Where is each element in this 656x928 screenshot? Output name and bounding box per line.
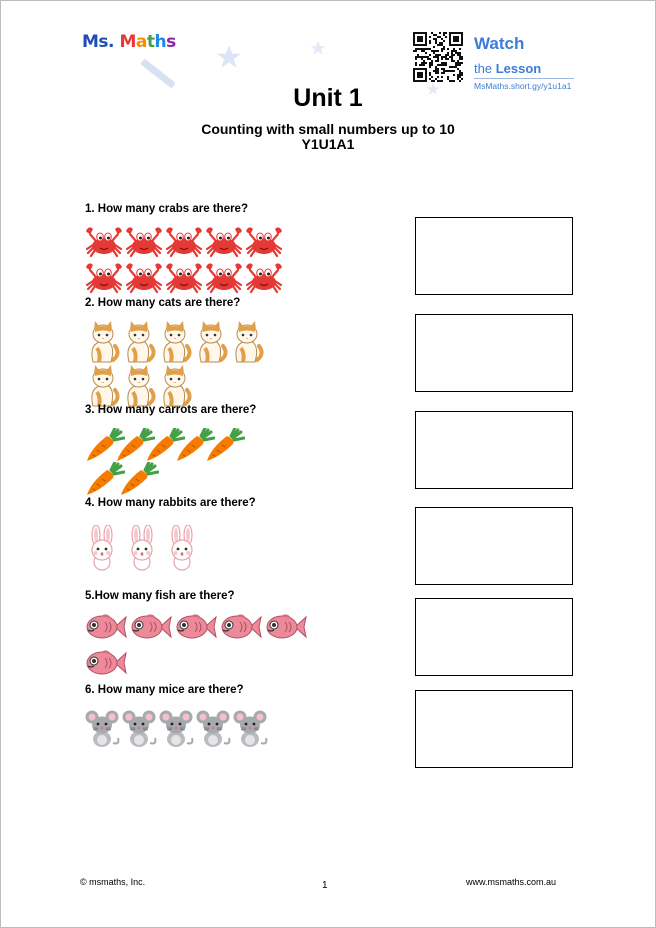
page-subtitle: Counting with small numbers up to 10 — [201, 121, 455, 137]
carrot-icon — [119, 462, 159, 496]
crab-icon — [165, 225, 203, 259]
logo-letter: M — [119, 32, 136, 52]
answer-box-1[interactable] — [415, 217, 573, 295]
page-number: 1 — [322, 880, 328, 891]
cat-icon — [121, 364, 157, 408]
cat-icon — [157, 364, 193, 408]
logo-letter: a — [135, 32, 147, 52]
fish-icon — [175, 612, 217, 642]
crab-icon — [85, 261, 123, 295]
lesson-url-link[interactable]: MsMaths.short.gy/y1u1a1 — [474, 81, 572, 91]
rabbit-icon — [165, 525, 199, 571]
answer-box-3[interactable] — [415, 411, 573, 489]
crab-icon — [205, 225, 243, 259]
answer-box-5[interactable] — [415, 598, 573, 676]
qr-code-icon[interactable] — [413, 32, 463, 82]
logo-letter: s — [166, 32, 176, 52]
mouse-icon — [122, 709, 158, 749]
mouse-icon — [159, 709, 195, 749]
cat-icon — [229, 320, 265, 364]
star-decoration-icon — [216, 44, 242, 70]
worksheet-code: Y1U1A1 — [301, 136, 355, 152]
fish-icon — [265, 612, 307, 642]
mouse-icon — [233, 709, 269, 749]
fish-icon — [85, 612, 127, 642]
mouse-icon — [196, 709, 232, 749]
logo-letter: h — [154, 32, 167, 52]
crab-icon — [245, 225, 283, 259]
page-title: Unit 1 — [293, 84, 363, 112]
question-2-text: 2. How many cats are there? — [85, 297, 241, 309]
cat-icon — [121, 320, 157, 364]
cat-icon — [85, 320, 121, 364]
crab-icon — [205, 261, 243, 295]
footer-copyright: © msmaths, Inc. — [80, 877, 146, 887]
answer-box-6[interactable] — [415, 690, 573, 768]
logo-letter: . — [108, 32, 115, 52]
logo-letter: s — [98, 32, 109, 52]
carrot-icon — [205, 428, 245, 462]
fish-icon — [85, 648, 127, 678]
divider — [474, 78, 574, 79]
logo-letter: M — [82, 32, 99, 52]
question-4-text: 4. How many rabbits are there? — [85, 497, 256, 509]
the-lesson-label[interactable]: the Lesson — [474, 61, 542, 76]
answer-box-2[interactable] — [415, 314, 573, 392]
crab-icon — [125, 225, 163, 259]
mouse-icon — [85, 709, 121, 749]
cat-icon — [85, 364, 121, 408]
answer-box-4[interactable] — [415, 507, 573, 585]
footer-website-link[interactable]: www.msmaths.com.au — [466, 877, 557, 887]
crab-icon — [85, 225, 123, 259]
fish-icon — [130, 612, 172, 642]
crab-icon — [165, 261, 203, 295]
crab-icon — [245, 261, 283, 295]
rabbit-icon — [125, 525, 159, 571]
question-5-text: 5.How many fish are there? — [85, 590, 235, 602]
logo-letter: t — [146, 32, 155, 52]
watch-label[interactable]: Watch — [474, 34, 525, 53]
question-6-text: 6. How many mice are there? — [85, 684, 244, 696]
question-1-text: 1. How many crabs are there? — [85, 203, 248, 215]
fish-icon — [220, 612, 262, 642]
star-decoration-icon — [310, 40, 326, 56]
cat-icon — [157, 320, 193, 364]
cat-icon — [193, 320, 229, 364]
question-3-text: 3. How many carrots are there? — [85, 404, 257, 416]
rabbit-icon — [85, 525, 119, 571]
ms-maths-logo — [82, 32, 176, 52]
crab-icon — [125, 261, 163, 295]
